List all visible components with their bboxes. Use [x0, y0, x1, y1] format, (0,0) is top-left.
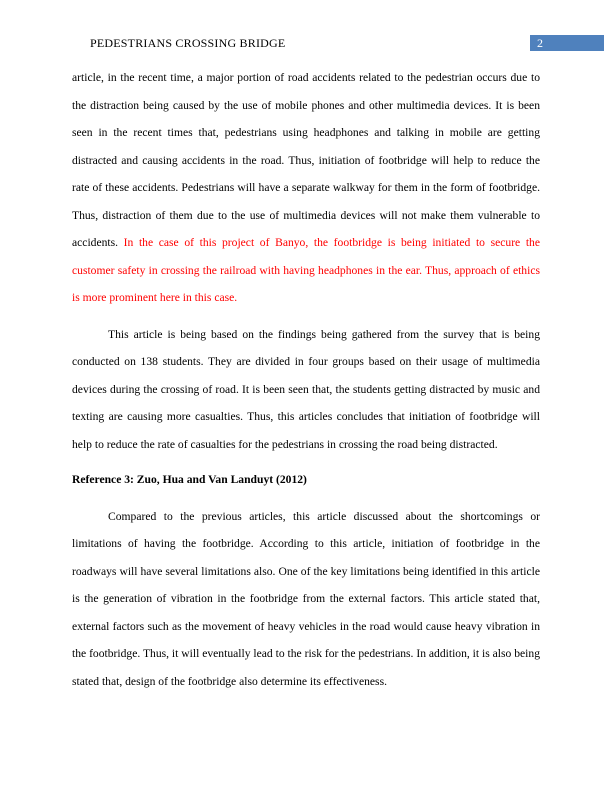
paragraph: This article is being based on the findings being gathered from the survey that is being conducted on 138 students. They are divided in four groups based on their usage of multimedia devices during the crossing of road. It is been seen that, the students getting distracted by music and texting are causing more casualties. Thus, this articles concludes that initiation of footbridge will help to reduce the rate of casualties for the pedestrians in crossing the road being distracted.: [72, 327, 540, 451]
paragraph-text: article, in the recent time, a major portion of road accidents related to the pedestrian occurs due to the distraction being caused by the use of mobile phones and other multimedia devices. It is been seen in the recent times that, pedestrians using headphones and talking in mobile are getting distracted and causing accidents in the road. Thus, initiation of footbridge will help to reduce the rate of these accidents. Pedestrians will have a separate walkway for them in the form of footbridge. Thus, distraction of them due to the use of multimedia devices will not make them vulnerable to accidents.: [72, 71, 540, 249]
paragraph: Compared to the previous articles, this article discussed about the shortcomings or limitations of having the footbridge. According to this article, initiation of footbridge in the roadways will have several limitations also. One of the key limitations being identified in this article is the generation of vibration in the footbridge from the external factors. This article stated that, external factors such as the movement of heavy vehicles in the road would cause heavy vibration in the footbridge. Thus, it will eventually lead to the risk for the pedestrians. In addition, it is also being stated that, design of the footbridge also determine its effectiveness.: [72, 509, 540, 688]
running-header-title: PEDESTRIANS CROSSING BRIDGE: [90, 36, 286, 50]
document-body: [72, 64, 540, 695]
page-number-badge: [530, 35, 604, 51]
section-heading: Reference 3: Zuo, Hua and Van Landuyt (2012): [72, 473, 307, 486]
page-number: 2: [537, 36, 543, 50]
paragraph: [72, 64, 540, 312]
highlighted-text: In the case of this project of Banyo, the footbridge is being initiated to secure the customer safety in crossing the railroad with having headphones in the ear. Thus, approach of ethics is more prominent here in this case.: [72, 236, 540, 304]
